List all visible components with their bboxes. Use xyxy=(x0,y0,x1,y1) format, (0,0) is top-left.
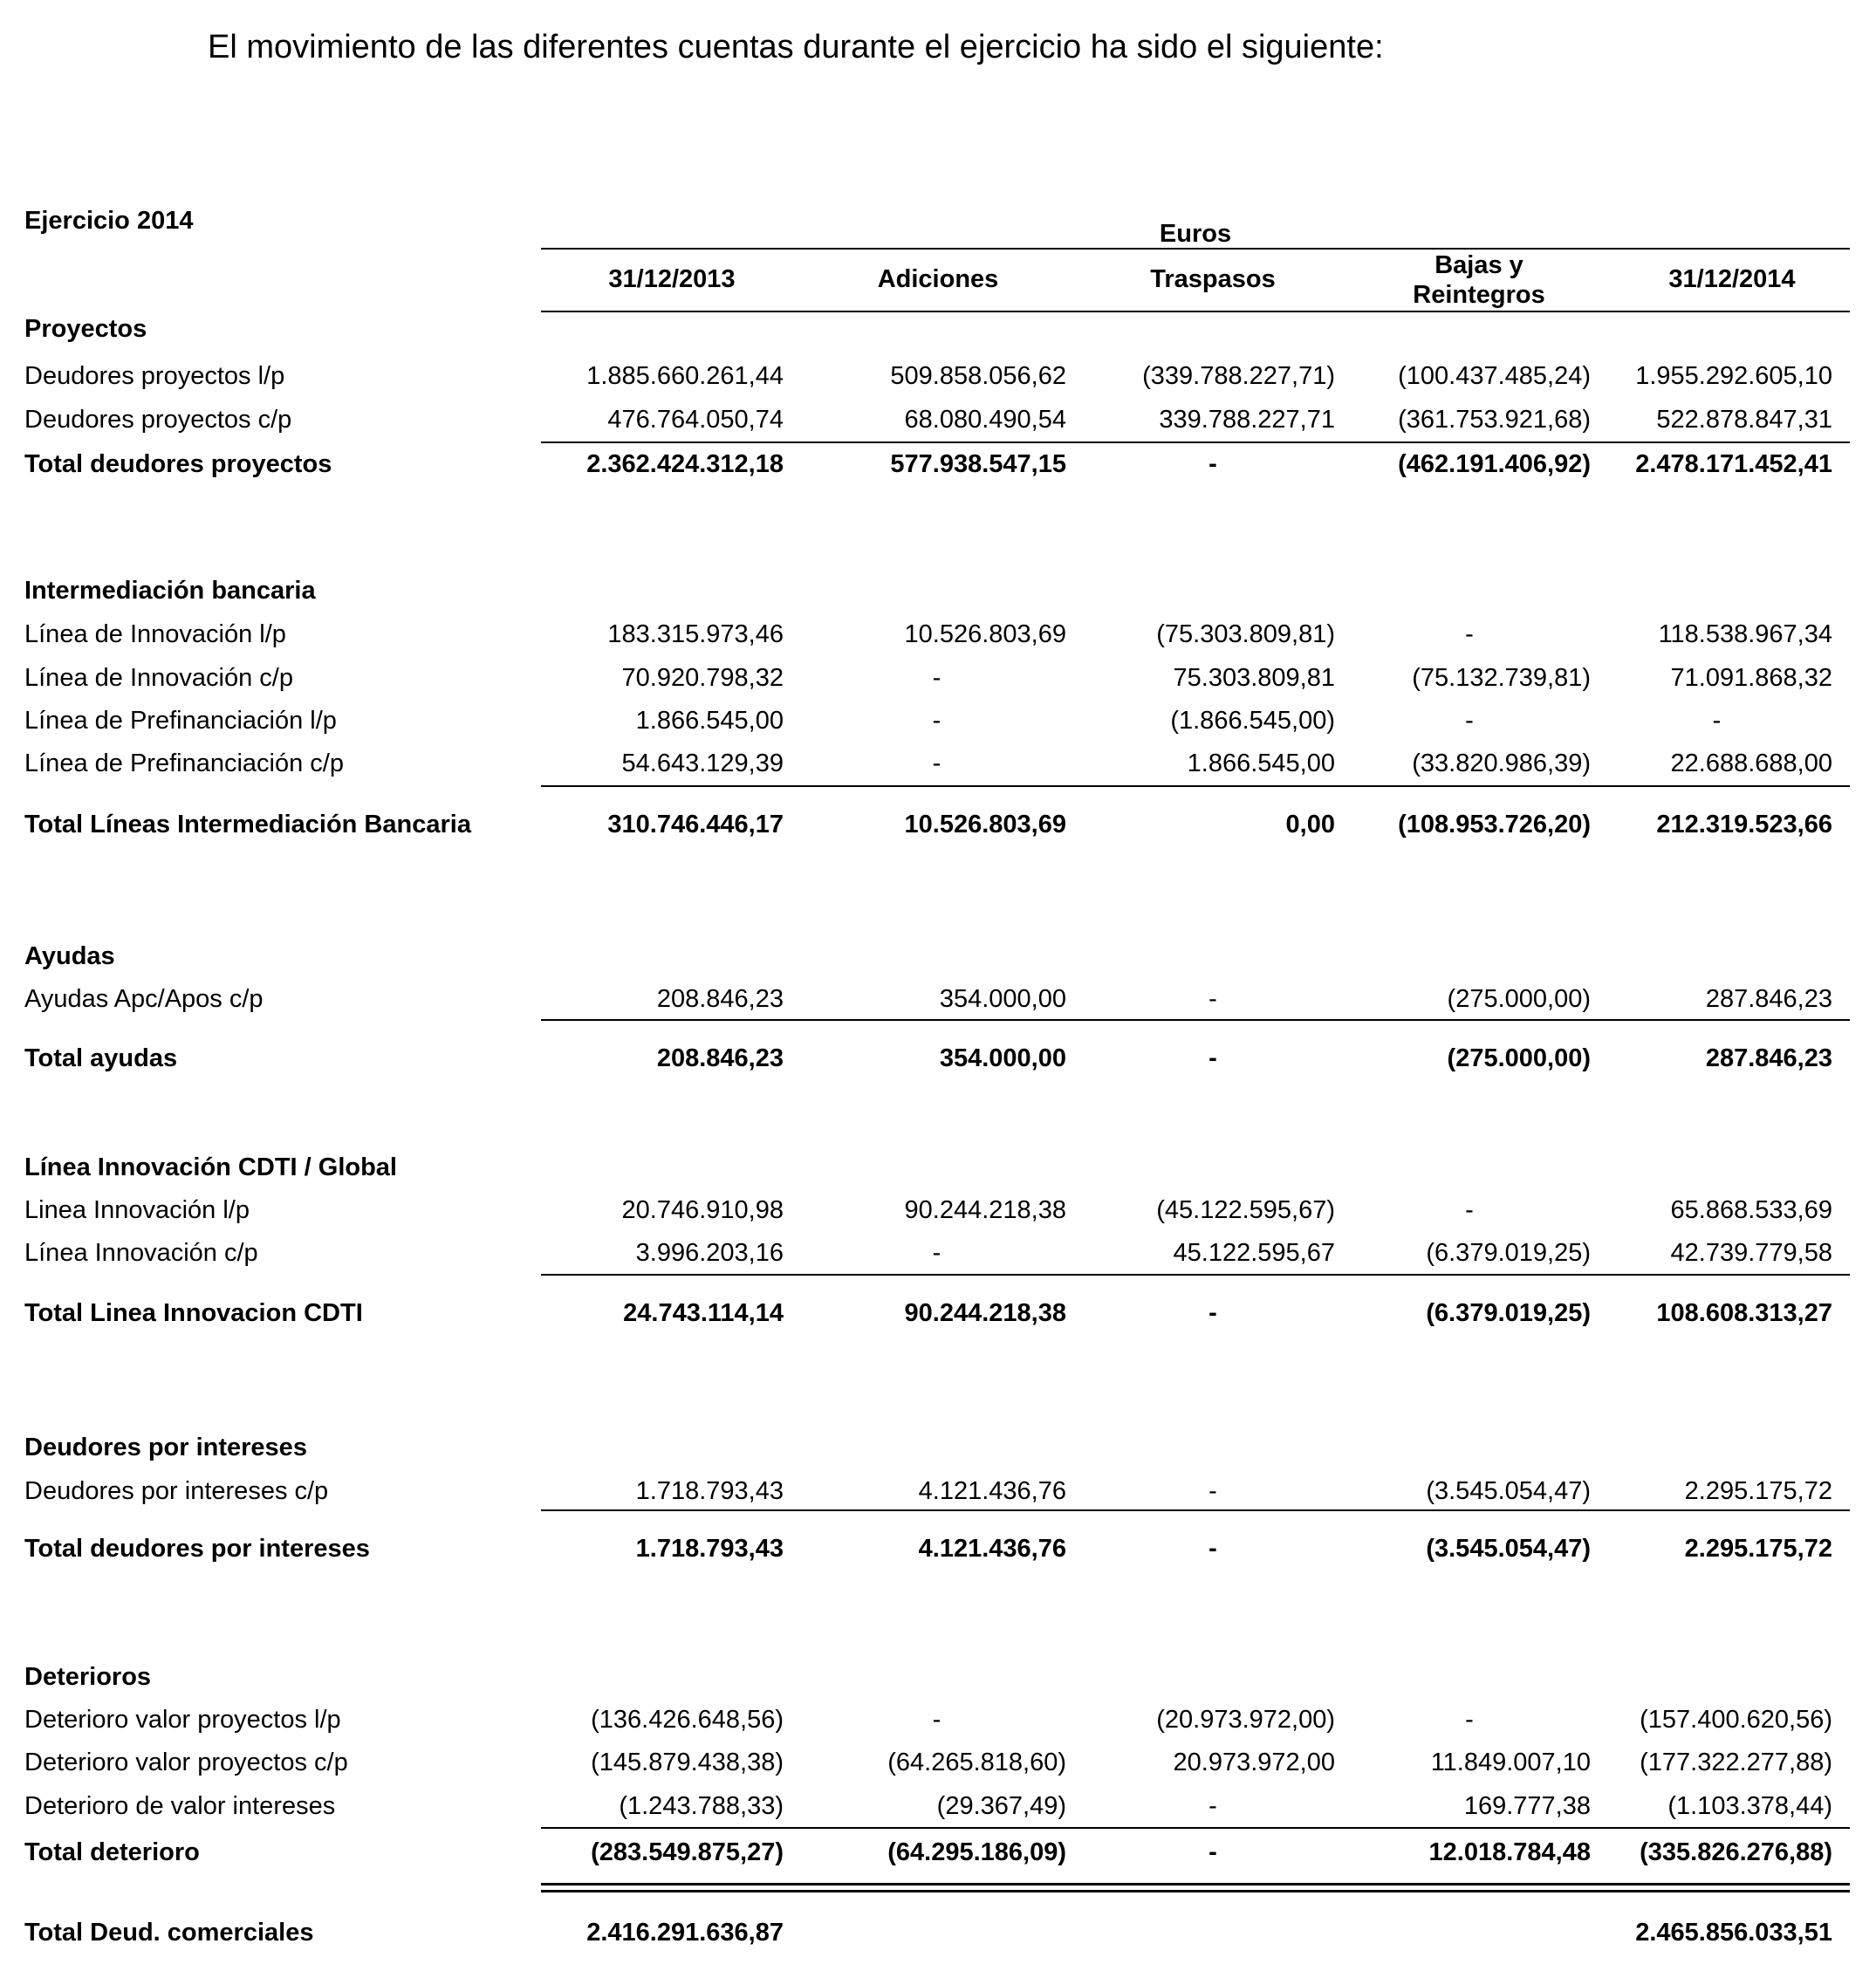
cell-col-1: 310.746.446,17 xyxy=(607,811,784,838)
cell-col-1: (283.549.875,27) xyxy=(591,1838,784,1866)
row-label: Línea Innovación c/p xyxy=(24,1239,258,1267)
cell-col-2: 90.244.218,38 xyxy=(904,1196,1066,1224)
cell-col-5: 2.478.171.452,41 xyxy=(1635,450,1832,478)
cell-col-5: 2.295.175,72 xyxy=(1684,1477,1832,1505)
cell-col-5: 108.608.313,27 xyxy=(1656,1299,1832,1327)
section-title xyxy=(0,942,1876,977)
cell-col-5: 65.868.533,69 xyxy=(1670,1196,1832,1224)
cell-col-1: 54.643.129,39 xyxy=(621,749,784,777)
cell-col-5: 212.319.523,66 xyxy=(1656,811,1832,838)
table-row xyxy=(0,1477,1876,1512)
cell-col-3: 0,00 xyxy=(1285,811,1335,838)
cell-col-2: 68.080.490,54 xyxy=(904,406,1066,434)
cell-col-3: (75.303.809,81) xyxy=(1156,620,1335,648)
section-title-label: Deudores por intereses xyxy=(24,1434,307,1461)
total-row xyxy=(0,1535,1876,1570)
table-row xyxy=(0,620,1876,655)
intro-text: El movimiento de las diferentes cuentas durante el ejercicio ha sido el siguiente: xyxy=(208,29,1384,65)
cell-col-2: (29.367,49) xyxy=(936,1792,1066,1820)
column-header-closing-balance: 31/12/2014 xyxy=(1668,265,1796,293)
row-label: Deudores por intereses c/p xyxy=(24,1477,329,1505)
cell-col-5: (335.826.276,88) xyxy=(1640,1838,1832,1866)
cell-col-1: 24.743.114,14 xyxy=(623,1299,784,1327)
section-title xyxy=(0,315,1876,350)
cell-col-3: - xyxy=(1208,1477,1217,1505)
subtotal-rule xyxy=(541,441,1850,443)
cell-col-5: 42.739.779,58 xyxy=(1670,1239,1832,1267)
cell-col-4: (275.000,00) xyxy=(1447,985,1591,1013)
column-header-opening-balance: 31/12/2013 xyxy=(608,265,736,293)
column-header-disposals: Bajas y Reintegros xyxy=(1413,251,1545,309)
cell-col-5: 2.465.856.033,51 xyxy=(1635,1919,1832,1947)
cell-col-4: (3.545.054,47) xyxy=(1426,1535,1591,1563)
cell-col-2: - xyxy=(932,1706,941,1734)
cell-col-5: - xyxy=(1712,707,1722,735)
section-title xyxy=(0,1663,1876,1698)
row-label: Deterioro valor proyectos l/p xyxy=(24,1706,341,1734)
table-row xyxy=(0,1792,1876,1827)
cell-col-5: 118.538.967,34 xyxy=(1658,620,1832,648)
cell-col-4: (100.437.485,24) xyxy=(1398,362,1591,390)
cell-col-2: - xyxy=(932,664,941,692)
cell-col-1: (136.426.648,56) xyxy=(591,1706,784,1734)
cell-col-1: 1.885.660.261,44 xyxy=(586,362,784,390)
cell-col-1: (1.243.788,33) xyxy=(619,1792,784,1820)
cell-col-3: - xyxy=(1208,450,1217,478)
cell-col-5: (177.322.277,88) xyxy=(1640,1749,1832,1776)
cell-col-5: 522.878.847,31 xyxy=(1656,406,1832,434)
cell-col-3: - xyxy=(1208,1535,1217,1563)
header-bottom-rule xyxy=(541,311,1850,312)
cell-col-3: (45.122.595,67) xyxy=(1156,1196,1335,1224)
cell-col-5: 1.955.292.605,10 xyxy=(1635,362,1832,390)
header-top-rule xyxy=(541,248,1850,250)
cell-col-1: 70.920.798,32 xyxy=(621,664,784,692)
table-row xyxy=(0,1196,1876,1231)
cell-col-2: 354.000,00 xyxy=(939,1044,1066,1072)
cell-col-1: 20.746.910,98 xyxy=(621,1196,784,1224)
section-title-label: Proyectos xyxy=(24,315,147,343)
table-row xyxy=(0,362,1876,397)
cell-col-3: 75.303.809,81 xyxy=(1173,664,1335,692)
row-label: Total deudores proyectos xyxy=(24,450,332,478)
cell-col-5: (1.103.378,44) xyxy=(1667,1792,1832,1820)
cell-col-4: (462.191.406,92) xyxy=(1398,450,1591,478)
total-row xyxy=(0,811,1876,845)
subtotal-rule xyxy=(541,785,1850,787)
section-title-label: Deterioros xyxy=(24,1663,152,1691)
cell-col-4: - xyxy=(1465,707,1474,735)
cell-col-1: 208.846,23 xyxy=(656,1044,784,1072)
cell-col-4: (6.379.019,25) xyxy=(1426,1299,1591,1327)
cell-col-3: - xyxy=(1208,1792,1217,1820)
cell-col-4: (361.753.921,68) xyxy=(1398,406,1591,434)
cell-col-3: 339.788.227,71 xyxy=(1159,406,1335,434)
cell-col-2: - xyxy=(932,1239,941,1267)
cell-col-3: (1.866.545,00) xyxy=(1170,707,1335,735)
row-label: Línea de Prefinanciación c/p xyxy=(24,749,344,777)
cell-col-3: - xyxy=(1208,1044,1217,1072)
row-label: Deudores proyectos l/p xyxy=(24,362,285,390)
total-row xyxy=(0,1838,1876,1873)
cell-col-2: 577.938.547,15 xyxy=(890,450,1066,478)
cell-col-2: (64.265.818,60) xyxy=(887,1749,1066,1776)
cell-col-3: - xyxy=(1208,1299,1217,1327)
cell-col-4: - xyxy=(1465,1706,1474,1734)
subtotal-rule xyxy=(541,1019,1850,1021)
cell-col-4: 169.777,38 xyxy=(1463,1792,1591,1820)
cell-col-1: 2.362.424.312,18 xyxy=(586,450,784,478)
subtotal-rule xyxy=(541,1274,1850,1276)
table-row xyxy=(0,1706,1876,1741)
row-label: Total ayudas xyxy=(24,1044,178,1072)
subtotal-rule xyxy=(541,1509,1850,1511)
total-row xyxy=(0,450,1876,485)
row-label: Total Linea Innovacion CDTI xyxy=(24,1299,363,1327)
cell-col-4: (75.132.739,81) xyxy=(1412,664,1591,692)
grand-total-row xyxy=(0,1919,1876,1954)
total-row xyxy=(0,1044,1876,1079)
cell-col-4: - xyxy=(1465,1196,1474,1224)
cell-col-2: (64.295.186,09) xyxy=(887,1838,1066,1866)
table-row xyxy=(0,707,1876,742)
section-title xyxy=(0,577,1876,612)
row-label: Total deterioro xyxy=(24,1838,200,1866)
cell-col-5: 71.091.868,32 xyxy=(1670,664,1832,692)
cell-col-5: (157.400.620,56) xyxy=(1640,1706,1832,1734)
row-label: Deterioro de valor intereses xyxy=(24,1792,336,1820)
cell-col-4: (3.545.054,47) xyxy=(1426,1477,1591,1505)
cell-col-3: - xyxy=(1208,1838,1217,1866)
cell-col-2: - xyxy=(932,749,941,777)
row-label: Linea Innovación l/p xyxy=(24,1196,250,1224)
cell-col-1: 1.718.793,43 xyxy=(635,1535,784,1563)
cell-col-2: 354.000,00 xyxy=(939,985,1066,1013)
cell-col-4: 12.018.784,48 xyxy=(1428,1838,1591,1866)
cell-col-3: 1.866.545,00 xyxy=(1187,749,1335,777)
cell-col-2: 4.121.436,76 xyxy=(918,1535,1066,1563)
section-title xyxy=(0,1434,1876,1468)
cell-col-1: 208.846,23 xyxy=(656,985,784,1013)
cell-col-1: (145.879.438,38) xyxy=(591,1749,784,1776)
row-label: Línea de Innovación c/p xyxy=(24,664,293,692)
row-label: Deudores proyectos c/p xyxy=(24,406,292,434)
cell-col-2: 10.526.803,69 xyxy=(904,620,1066,648)
currency-label: Euros xyxy=(1159,220,1232,248)
cell-col-5: 287.846,23 xyxy=(1705,1044,1832,1072)
cell-col-4: (275.000,00) xyxy=(1447,1044,1591,1072)
cell-col-1: 2.416.291.636,87 xyxy=(586,1919,784,1947)
subtotal-rule xyxy=(541,1827,1850,1829)
cell-col-3: - xyxy=(1208,985,1217,1013)
table-row xyxy=(0,664,1876,699)
row-label: Total deudores por intereses xyxy=(24,1535,370,1563)
cell-col-4: (33.820.986,39) xyxy=(1412,749,1591,777)
section-title xyxy=(0,1153,1876,1188)
cell-col-4: (108.953.726,20) xyxy=(1398,811,1591,838)
cell-col-5: 287.846,23 xyxy=(1705,985,1832,1013)
table-row xyxy=(0,406,1876,441)
cell-col-4: 11.849.007,10 xyxy=(1430,1749,1591,1776)
table-row xyxy=(0,1239,1876,1274)
cell-col-1: 3.996.203,16 xyxy=(635,1239,784,1267)
row-label: Total Líneas Intermediación Bancaria xyxy=(24,811,471,838)
year-label: Ejercicio 2014 xyxy=(24,207,194,235)
cell-col-3: 45.122.595,67 xyxy=(1173,1239,1335,1267)
cell-col-3: 20.973.972,00 xyxy=(1173,1749,1335,1776)
table-row xyxy=(0,749,1876,784)
cell-col-2: 90.244.218,38 xyxy=(904,1299,1066,1327)
row-label: Línea de Innovación l/p xyxy=(24,620,286,648)
cell-col-1: 183.315.973,46 xyxy=(607,620,784,648)
section-title-label: Intermediación bancaria xyxy=(24,577,316,605)
cell-col-5: 2.295.175,72 xyxy=(1684,1535,1832,1563)
row-label: Deterioro valor proyectos c/p xyxy=(24,1749,348,1776)
row-label: Línea de Prefinanciación l/p xyxy=(24,707,337,735)
column-header-transfers: Traspasos xyxy=(1150,265,1276,293)
cell-col-5: 22.688.688,00 xyxy=(1670,749,1832,777)
cell-col-2: 4.121.436,76 xyxy=(918,1477,1066,1505)
cell-col-1: 476.764.050,74 xyxy=(607,406,784,434)
column-header-additions: Adiciones xyxy=(877,265,999,293)
cell-col-1: 1.718.793,43 xyxy=(635,1477,784,1505)
grand-total-double-rule xyxy=(541,1883,1850,1892)
table-row xyxy=(0,1749,1876,1783)
cell-col-2: 10.526.803,69 xyxy=(904,811,1066,838)
cell-col-2: 509.858.056,62 xyxy=(890,362,1066,390)
table-row xyxy=(0,985,1876,1020)
cell-col-4: - xyxy=(1465,620,1474,648)
total-row xyxy=(0,1299,1876,1334)
cell-col-1: 1.866.545,00 xyxy=(635,707,784,735)
section-title-label: Ayudas xyxy=(24,942,115,970)
section-title-label: Línea Innovación CDTI / Global xyxy=(24,1153,397,1181)
row-label: Ayudas Apc/Apos c/p xyxy=(24,985,264,1013)
cell-col-3: (20.973.972,00) xyxy=(1156,1706,1335,1734)
cell-col-2: - xyxy=(932,707,941,735)
cell-col-4: (6.379.019,25) xyxy=(1426,1239,1591,1267)
row-label: Total Deud. comerciales xyxy=(24,1919,314,1947)
cell-col-3: (339.788.227,71) xyxy=(1142,362,1335,390)
